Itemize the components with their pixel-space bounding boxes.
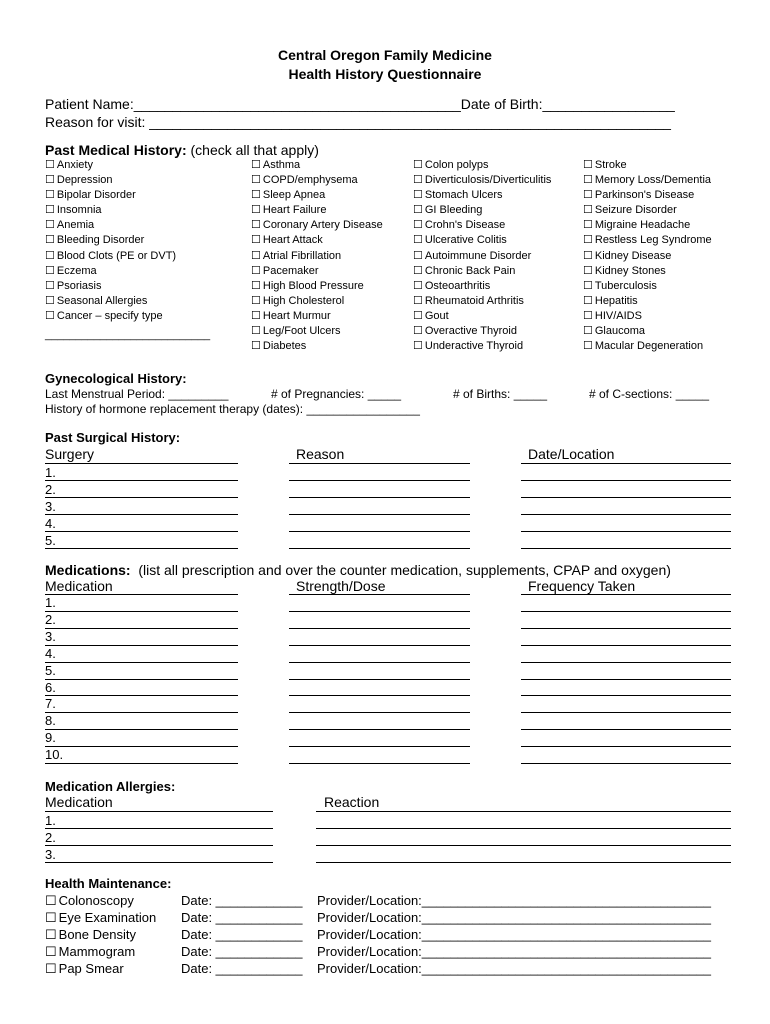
dose-col-header: Strength/Dose <box>296 578 386 594</box>
surgery-entry-line-3[interactable] <box>521 497 731 498</box>
condition-seasonal-allergies[interactable] <box>45 294 176 309</box>
checkbox-icon[interactable]: ☐ <box>45 309 55 322</box>
medication-entry-line-3[interactable] <box>521 611 731 612</box>
allergies-heading: Medication Allergies: <box>45 779 176 794</box>
maintenance-label: Pap Smear <box>58 961 124 976</box>
surgical-heading: Past Surgical History: <box>45 430 181 445</box>
csections-field[interactable]: # of C-sections: _____ <box>589 387 710 401</box>
checkbox-icon[interactable]: ☐ <box>413 159 423 171</box>
allergy-row-number: 3. <box>45 847 56 862</box>
maintenance-eye-examination[interactable] <box>45 910 156 926</box>
checkbox-icon[interactable]: ☐ <box>583 189 593 202</box>
condition-label: Cancer – specify type <box>56 309 163 322</box>
medications-heading: Medications: <box>45 562 131 578</box>
patient-name-row <box>45 96 675 112</box>
surgery-entry-line-1[interactable] <box>45 514 238 515</box>
checkbox-icon[interactable]: ☐ <box>45 294 55 307</box>
medication-entry-line-3[interactable] <box>521 645 731 646</box>
checkbox-icon[interactable]: ☐ <box>583 340 593 353</box>
condition-label: Stomach Ulcers <box>424 189 503 202</box>
surgery-entry-line-3[interactable] <box>521 548 731 549</box>
condition-seizure-disorder[interactable] <box>583 203 712 218</box>
medication-entry-line-1[interactable] <box>45 679 238 680</box>
dob-field[interactable]: _________________ <box>542 96 675 112</box>
surgery-row-number: 1. <box>45 465 56 480</box>
condition-cancer-specify-type[interactable] <box>45 309 176 324</box>
condition-tuberculosis[interactable] <box>583 279 712 294</box>
checkbox-icon[interactable]: ☐ <box>251 309 261 322</box>
checkbox-icon[interactable]: ☐ <box>583 204 593 217</box>
patient-name-field[interactable]: __________________________________________ <box>133 96 461 112</box>
condition-label: Diverticulosis/Diverticulitis <box>424 174 552 187</box>
condition-label: Anemia <box>56 219 95 232</box>
medication-row-number: 3. <box>45 628 56 644</box>
condition-autoimmune-disorder[interactable] <box>413 249 551 264</box>
condition-label: Gout <box>424 309 449 322</box>
checkbox-icon[interactable]: ☐ <box>45 264 55 277</box>
medication-row-number: 4. <box>45 645 56 661</box>
maintenance-provider-field[interactable]: Provider/Location:________________________________________ <box>317 961 711 976</box>
condition-osteoarthritis[interactable] <box>413 279 551 294</box>
surgery-row-number: 5. <box>45 533 56 548</box>
cancer-type-field[interactable]: ___________________________ <box>45 329 211 341</box>
checkbox-icon[interactable]: ☐ <box>45 893 57 908</box>
medication-entry-line-1[interactable] <box>45 662 238 663</box>
condition-label: Glaucoma <box>594 325 646 338</box>
checkbox-icon[interactable]: ☐ <box>583 264 593 277</box>
maintenance-label: Mammogram <box>58 944 136 959</box>
condition-label: Bleeding Disorder <box>56 234 145 247</box>
checkbox-icon[interactable]: ☐ <box>45 279 55 292</box>
condition-label: Psoriasis <box>56 279 102 292</box>
medication-entry-line-2[interactable] <box>289 594 470 595</box>
condition-label: Heart Murmur <box>262 309 331 322</box>
maintenance-date-field[interactable]: Date: ____________ <box>181 961 303 976</box>
condition-gout[interactable] <box>413 309 551 324</box>
medication-row-number: 6. <box>45 679 56 695</box>
allergy-medication-col-header: Medication <box>45 794 113 810</box>
surgery-entry-line-2[interactable] <box>289 514 470 515</box>
hrt-field[interactable]: History of hormone replacement therapy (dates): _________________ <box>45 402 420 416</box>
condition-psoriasis[interactable] <box>45 279 176 294</box>
pmh-column-3 <box>413 158 551 354</box>
surgery-entry-line-2[interactable] <box>289 480 470 481</box>
condition-anemia[interactable] <box>45 218 176 233</box>
condition-diabetes[interactable] <box>251 339 383 354</box>
maintenance-mammogram[interactable] <box>45 944 135 960</box>
checkbox-icon[interactable]: ☐ <box>413 325 423 338</box>
condition-macular-degeneration[interactable] <box>583 339 712 354</box>
medication-entry-line-2[interactable] <box>289 729 470 730</box>
checkbox-icon[interactable]: ☐ <box>251 325 261 338</box>
checkbox-icon[interactable]: ☐ <box>251 294 261 307</box>
patient-name-label: Patient Name: <box>45 96 134 112</box>
condition-label: Heart Failure <box>262 204 327 217</box>
condition-label: Anxiety <box>56 159 93 171</box>
checkbox-icon[interactable]: ☐ <box>413 234 423 247</box>
maintenance-provider-field[interactable]: Provider/Location:________________________________________ <box>317 910 711 925</box>
checkbox-icon[interactable]: ☐ <box>251 174 261 187</box>
reason-field[interactable]: ___________________________________________________________________ <box>149 114 671 130</box>
medication-row-number: 2. <box>45 611 56 627</box>
condition-insomnia[interactable] <box>45 203 176 218</box>
condition-parkinson-s-disease[interactable] <box>583 188 712 203</box>
checkbox-icon[interactable]: ☐ <box>45 234 55 247</box>
condition-label: Osteoarthritis <box>424 279 491 292</box>
surgery-col-header: Surgery <box>45 446 95 462</box>
pregnancies-field[interactable]: # of Pregnancies: _____ <box>271 387 402 401</box>
condition-blood-clots-pe-or-dvt[interactable] <box>45 249 176 264</box>
condition-migraine-headache[interactable] <box>583 218 712 233</box>
condition-chronic-back-pain[interactable] <box>413 264 551 279</box>
condition-label: GI Bleeding <box>424 204 483 217</box>
maintenance-pap-smear[interactable] <box>45 961 124 977</box>
condition-label: Eczema <box>56 264 97 277</box>
condition-heart-murmur[interactable] <box>251 309 383 324</box>
checkbox-icon[interactable]: ☐ <box>413 309 423 322</box>
surgery-entry-line-1[interactable] <box>45 480 238 481</box>
condition-label: Kidney Stones <box>594 264 666 277</box>
maintenance-date-field[interactable]: Date: ____________ <box>181 910 303 925</box>
condition-hiv-aids[interactable] <box>583 309 712 324</box>
condition-asthma[interactable] <box>251 158 383 173</box>
surgery-entry-line-1[interactable] <box>45 497 238 498</box>
maintenance-date-field[interactable]: Date: ____________ <box>181 893 303 908</box>
checkbox-icon[interactable]: ☐ <box>251 264 261 277</box>
condition-glaucoma[interactable] <box>583 324 712 339</box>
checkbox-icon[interactable]: ☐ <box>45 204 55 217</box>
condition-overactive-thyroid[interactable] <box>413 324 551 339</box>
condition-crohn-s-disease[interactable] <box>413 218 551 233</box>
medication-col-header: Medication <box>45 578 113 594</box>
reason-row <box>45 114 671 130</box>
medication-entry-line-2[interactable] <box>289 611 470 612</box>
condition-ulcerative-colitis[interactable] <box>413 233 551 248</box>
surgery-row-number: 2. <box>45 482 56 497</box>
medication-entry-line-3[interactable] <box>521 662 731 663</box>
medication-entry-line-1[interactable] <box>45 611 238 612</box>
allergy-entry-line-2[interactable] <box>316 845 731 846</box>
condition-pacemaker[interactable] <box>251 264 383 279</box>
gyn-heading: Gynecological History: <box>45 371 187 386</box>
condition-label: Colon polyps <box>424 159 489 171</box>
checkbox-icon[interactable]: ☐ <box>413 204 423 217</box>
medication-entry-line-2[interactable] <box>289 712 470 713</box>
checkbox-icon[interactable]: ☐ <box>45 961 57 976</box>
condition-coronary-artery-disease[interactable] <box>251 218 383 233</box>
date-location-col-header: Date/Location <box>528 446 615 462</box>
condition-underactive-thyroid[interactable] <box>413 339 551 354</box>
allergy-row-numbers <box>45 812 56 863</box>
checkbox-icon[interactable]: ☐ <box>45 944 57 959</box>
allergy-entry-line-2[interactable] <box>316 828 731 829</box>
allergy-entry-line-1[interactable] <box>45 828 273 829</box>
medication-entry-line-2[interactable] <box>289 628 470 629</box>
medications-heading-row <box>45 562 671 578</box>
checkbox-icon[interactable]: ☐ <box>413 264 423 277</box>
dob-label: Date of Birth: <box>460 96 543 112</box>
maintenance-colonoscopy[interactable] <box>45 893 134 909</box>
medication-entry-line-1[interactable] <box>45 594 238 595</box>
condition-high-cholesterol[interactable] <box>251 294 383 309</box>
surgery-row-numbers <box>45 464 56 549</box>
condition-label: Hepatitis <box>594 294 638 307</box>
medication-entry-line-1[interactable] <box>45 746 238 747</box>
checkbox-icon[interactable]: ☐ <box>45 219 55 232</box>
checkbox-icon[interactable]: ☐ <box>413 219 423 232</box>
checkbox-icon[interactable]: ☐ <box>583 325 593 338</box>
checkbox-icon[interactable]: ☐ <box>583 159 593 171</box>
condition-hepatitis[interactable] <box>583 294 712 309</box>
condition-bleeding-disorder[interactable] <box>45 233 176 248</box>
medication-entry-line-1[interactable] <box>45 645 238 646</box>
surgery-row-number: 4. <box>45 516 56 531</box>
medication-entry-line-2[interactable] <box>289 679 470 680</box>
surgery-entry-line-2[interactable] <box>289 531 470 532</box>
medication-row-number: 9. <box>45 730 56 746</box>
condition-label: Bipolar Disorder <box>56 189 136 202</box>
medication-entry-line-2[interactable] <box>289 746 470 747</box>
condition-heart-attack[interactable] <box>251 233 383 248</box>
condition-anxiety[interactable] <box>45 158 176 173</box>
maintenance-date-field[interactable]: Date: ____________ <box>181 927 303 942</box>
lmp-field[interactable]: Last Menstrual Period: _________ <box>45 387 229 401</box>
surgery-entry-line-3[interactable] <box>521 463 731 464</box>
pmh-instruction: (check all that apply) <box>190 142 319 158</box>
medication-entry-line-2[interactable] <box>289 695 470 696</box>
medication-entry-line-1[interactable] <box>45 695 238 696</box>
checkbox-icon[interactable]: ☐ <box>583 279 593 292</box>
condition-label: Seizure Disorder <box>594 204 677 217</box>
condition-heart-failure[interactable] <box>251 203 383 218</box>
medication-entry-line-2[interactable] <box>289 645 470 646</box>
condition-leg-foot-ulcers[interactable] <box>251 324 383 339</box>
surgery-entry-line-3[interactable] <box>521 531 731 532</box>
surgery-entry-line-2[interactable] <box>289 497 470 498</box>
checkbox-icon[interactable]: ☐ <box>583 294 593 307</box>
medication-entry-line-3[interactable] <box>521 594 731 595</box>
condition-label: Tuberculosis <box>594 279 657 292</box>
condition-label: Coronary Artery Disease <box>262 219 383 232</box>
condition-label: Heart Attack <box>262 234 323 247</box>
condition-rheumatoid-arthritis[interactable] <box>413 294 551 309</box>
medication-entry-line-3[interactable] <box>521 679 731 680</box>
checkbox-icon[interactable]: ☐ <box>413 249 423 262</box>
condition-label: High Blood Pressure <box>262 279 364 292</box>
medication-row-number: 1. <box>45 595 56 610</box>
medications-instruction: (list all prescription and over the counter medication, supplements, CPAP and oxygen) <box>138 562 671 578</box>
surgery-entry-line-1[interactable] <box>45 548 238 549</box>
medication-entry-line-1[interactable] <box>45 628 238 629</box>
medication-entry-line-3[interactable] <box>521 763 731 764</box>
frequency-col-header: Frequency Taken <box>528 578 636 594</box>
condition-eczema[interactable] <box>45 264 176 279</box>
medication-entry-line-1[interactable] <box>45 729 238 730</box>
medication-entry-line-2[interactable] <box>289 662 470 663</box>
pmh-column-4 <box>583 158 712 354</box>
condition-gi-bleeding[interactable] <box>413 203 551 218</box>
condition-label: Kidney Disease <box>594 249 672 262</box>
condition-high-blood-pressure[interactable] <box>251 279 383 294</box>
condition-label: Underactive Thyroid <box>424 340 524 353</box>
medication-row-number: 10. <box>45 747 64 763</box>
allergy-entry-line-2[interactable] <box>316 862 731 863</box>
condition-label: Ulcerative Colitis <box>424 234 507 247</box>
maintenance-date-field[interactable]: Date: ____________ <box>181 944 303 959</box>
condition-label: HIV/AIDS <box>594 309 642 322</box>
medication-entry-line-1[interactable] <box>45 763 238 764</box>
condition-colon-polyps[interactable] <box>413 158 551 173</box>
checkbox-icon[interactable]: ☐ <box>251 159 261 171</box>
condition-label: Insomnia <box>56 204 102 217</box>
checkbox-icon[interactable]: ☐ <box>413 174 423 187</box>
checkbox-icon[interactable]: ☐ <box>583 309 593 322</box>
form-title: Health History Questionnaire <box>288 66 482 82</box>
allergy-row-number: 2. <box>45 830 56 845</box>
condition-memory-loss-dementia[interactable] <box>583 173 712 188</box>
medication-entry-line-3[interactable] <box>521 729 731 730</box>
surgery-row-number: 3. <box>45 499 56 514</box>
condition-label: Overactive Thyroid <box>424 325 517 338</box>
reason-label: Reason for visit: <box>45 114 146 130</box>
condition-label: Crohn's Disease <box>424 219 506 232</box>
maintenance-provider-field[interactable]: Provider/Location:________________________________________ <box>317 893 711 908</box>
maintenance-heading: Health Maintenance: <box>45 876 172 891</box>
surgery-entry-line-3[interactable] <box>521 480 731 481</box>
checkbox-icon[interactable]: ☐ <box>413 340 423 353</box>
checkbox-icon[interactable]: ☐ <box>251 279 261 292</box>
condition-label: Sleep Apnea <box>262 189 326 202</box>
pmh-column-2 <box>251 158 383 354</box>
condition-sleep-apnea[interactable] <box>251 188 383 203</box>
surgery-entry-line-2[interactable] <box>289 463 470 464</box>
medication-entry-line-3[interactable] <box>521 695 731 696</box>
checkbox-icon[interactable]: ☐ <box>45 189 55 202</box>
births-field[interactable]: # of Births: _____ <box>453 387 548 401</box>
surgery-entry-line-1[interactable] <box>45 463 238 464</box>
pmh-title: Past Medical History: <box>45 142 187 158</box>
maintenance-provider-field[interactable]: Provider/Location:________________________________________ <box>317 927 711 942</box>
checkbox-icon[interactable]: ☐ <box>45 174 55 187</box>
reaction-col-header: Reaction <box>324 794 380 810</box>
condition-label: Depression <box>56 174 113 187</box>
allergy-entry-line-1[interactable] <box>45 811 273 812</box>
clinic-name: Central Oregon Family Medicine <box>278 47 492 63</box>
checkbox-icon[interactable]: ☐ <box>583 234 593 247</box>
surgery-entry-line-3[interactable] <box>521 514 731 515</box>
surgery-entry-line-2[interactable] <box>289 548 470 549</box>
checkbox-icon[interactable]: ☐ <box>413 279 423 292</box>
condition-label: Rheumatoid Arthritis <box>424 294 524 307</box>
condition-atrial-fibrillation[interactable] <box>251 249 383 264</box>
checkbox-icon[interactable]: ☐ <box>583 249 593 262</box>
checkbox-icon[interactable]: ☐ <box>251 204 261 217</box>
checkbox-icon[interactable]: ☐ <box>583 219 593 232</box>
condition-label: Restless Leg Syndrome <box>594 234 712 247</box>
checkbox-icon[interactable]: ☐ <box>413 294 423 307</box>
checkbox-icon[interactable]: ☐ <box>413 189 423 202</box>
checkbox-icon[interactable]: ☐ <box>45 927 57 942</box>
pmh-heading <box>45 142 319 158</box>
maintenance-label: Eye Examination <box>58 910 157 925</box>
medication-entry-line-3[interactable] <box>521 712 731 713</box>
maintenance-provider-field[interactable]: Provider/Location:________________________________________ <box>317 944 711 959</box>
maintenance-label: Colonoscopy <box>58 893 134 908</box>
condition-label: Stroke <box>594 159 627 171</box>
condition-label: Pacemaker <box>262 264 319 277</box>
checkbox-icon[interactable]: ☐ <box>251 189 261 202</box>
medication-entry-line-3[interactable] <box>521 746 731 747</box>
medication-row-number: 7. <box>45 696 56 712</box>
medication-row-numbers <box>45 595 63 764</box>
checkbox-icon[interactable]: ☐ <box>251 219 261 232</box>
allergy-entry-line-1[interactable] <box>45 845 273 846</box>
condition-label: COPD/emphysema <box>262 174 358 187</box>
condition-label: Asthma <box>262 159 301 171</box>
medication-row-number: 5. <box>45 662 56 678</box>
medication-row-number: 8. <box>45 713 56 729</box>
condition-label: Leg/Foot Ulcers <box>262 325 341 338</box>
condition-label: Parkinson's Disease <box>594 189 695 202</box>
checkbox-icon[interactable]: ☐ <box>45 910 57 925</box>
condition-stomach-ulcers[interactable] <box>413 188 551 203</box>
checkbox-icon[interactable]: ☐ <box>251 234 261 247</box>
condition-kidney-disease[interactable] <box>583 249 712 264</box>
checkbox-icon[interactable]: ☐ <box>583 174 593 187</box>
condition-depression[interactable] <box>45 173 176 188</box>
condition-label: Seasonal Allergies <box>56 294 148 307</box>
checkbox-icon[interactable]: ☐ <box>45 159 55 171</box>
maintenance-bone-density[interactable] <box>45 927 136 943</box>
condition-bipolar-disorder[interactable] <box>45 188 176 203</box>
condition-stroke[interactable] <box>583 158 712 173</box>
condition-copd-emphysema[interactable] <box>251 173 383 188</box>
allergy-entry-line-2[interactable] <box>316 811 731 812</box>
condition-kidney-stones[interactable] <box>583 264 712 279</box>
condition-label: Atrial Fibrillation <box>262 249 342 262</box>
condition-label: Memory Loss/Dementia <box>594 174 712 187</box>
condition-label: Chronic Back Pain <box>424 264 516 277</box>
medication-entry-line-3[interactable] <box>521 628 731 629</box>
condition-restless-leg-syndrome[interactable] <box>583 233 712 248</box>
condition-label: Macular Degeneration <box>594 340 704 353</box>
medication-entry-line-1[interactable] <box>45 712 238 713</box>
condition-label: Diabetes <box>262 340 307 353</box>
condition-diverticulosis-diverticulitis[interactable] <box>413 173 551 188</box>
checkbox-icon[interactable]: ☐ <box>251 249 261 262</box>
allergy-row-number: 1. <box>45 813 56 828</box>
medication-entry-line-2[interactable] <box>289 763 470 764</box>
allergy-entry-line-1[interactable] <box>45 862 273 863</box>
maintenance-label: Bone Density <box>58 927 136 942</box>
condition-label: High Cholesterol <box>262 294 345 307</box>
surgery-entry-line-1[interactable] <box>45 531 238 532</box>
condition-label: Blood Clots (PE or DVT) <box>56 249 177 262</box>
reason-col-header: Reason <box>296 446 345 462</box>
condition-label: Migraine Headache <box>594 219 691 232</box>
pmh-column-1 <box>45 158 176 324</box>
checkbox-icon[interactable]: ☐ <box>251 340 261 353</box>
condition-label: Autoimmune Disorder <box>424 249 532 262</box>
checkbox-icon[interactable]: ☐ <box>45 249 55 262</box>
